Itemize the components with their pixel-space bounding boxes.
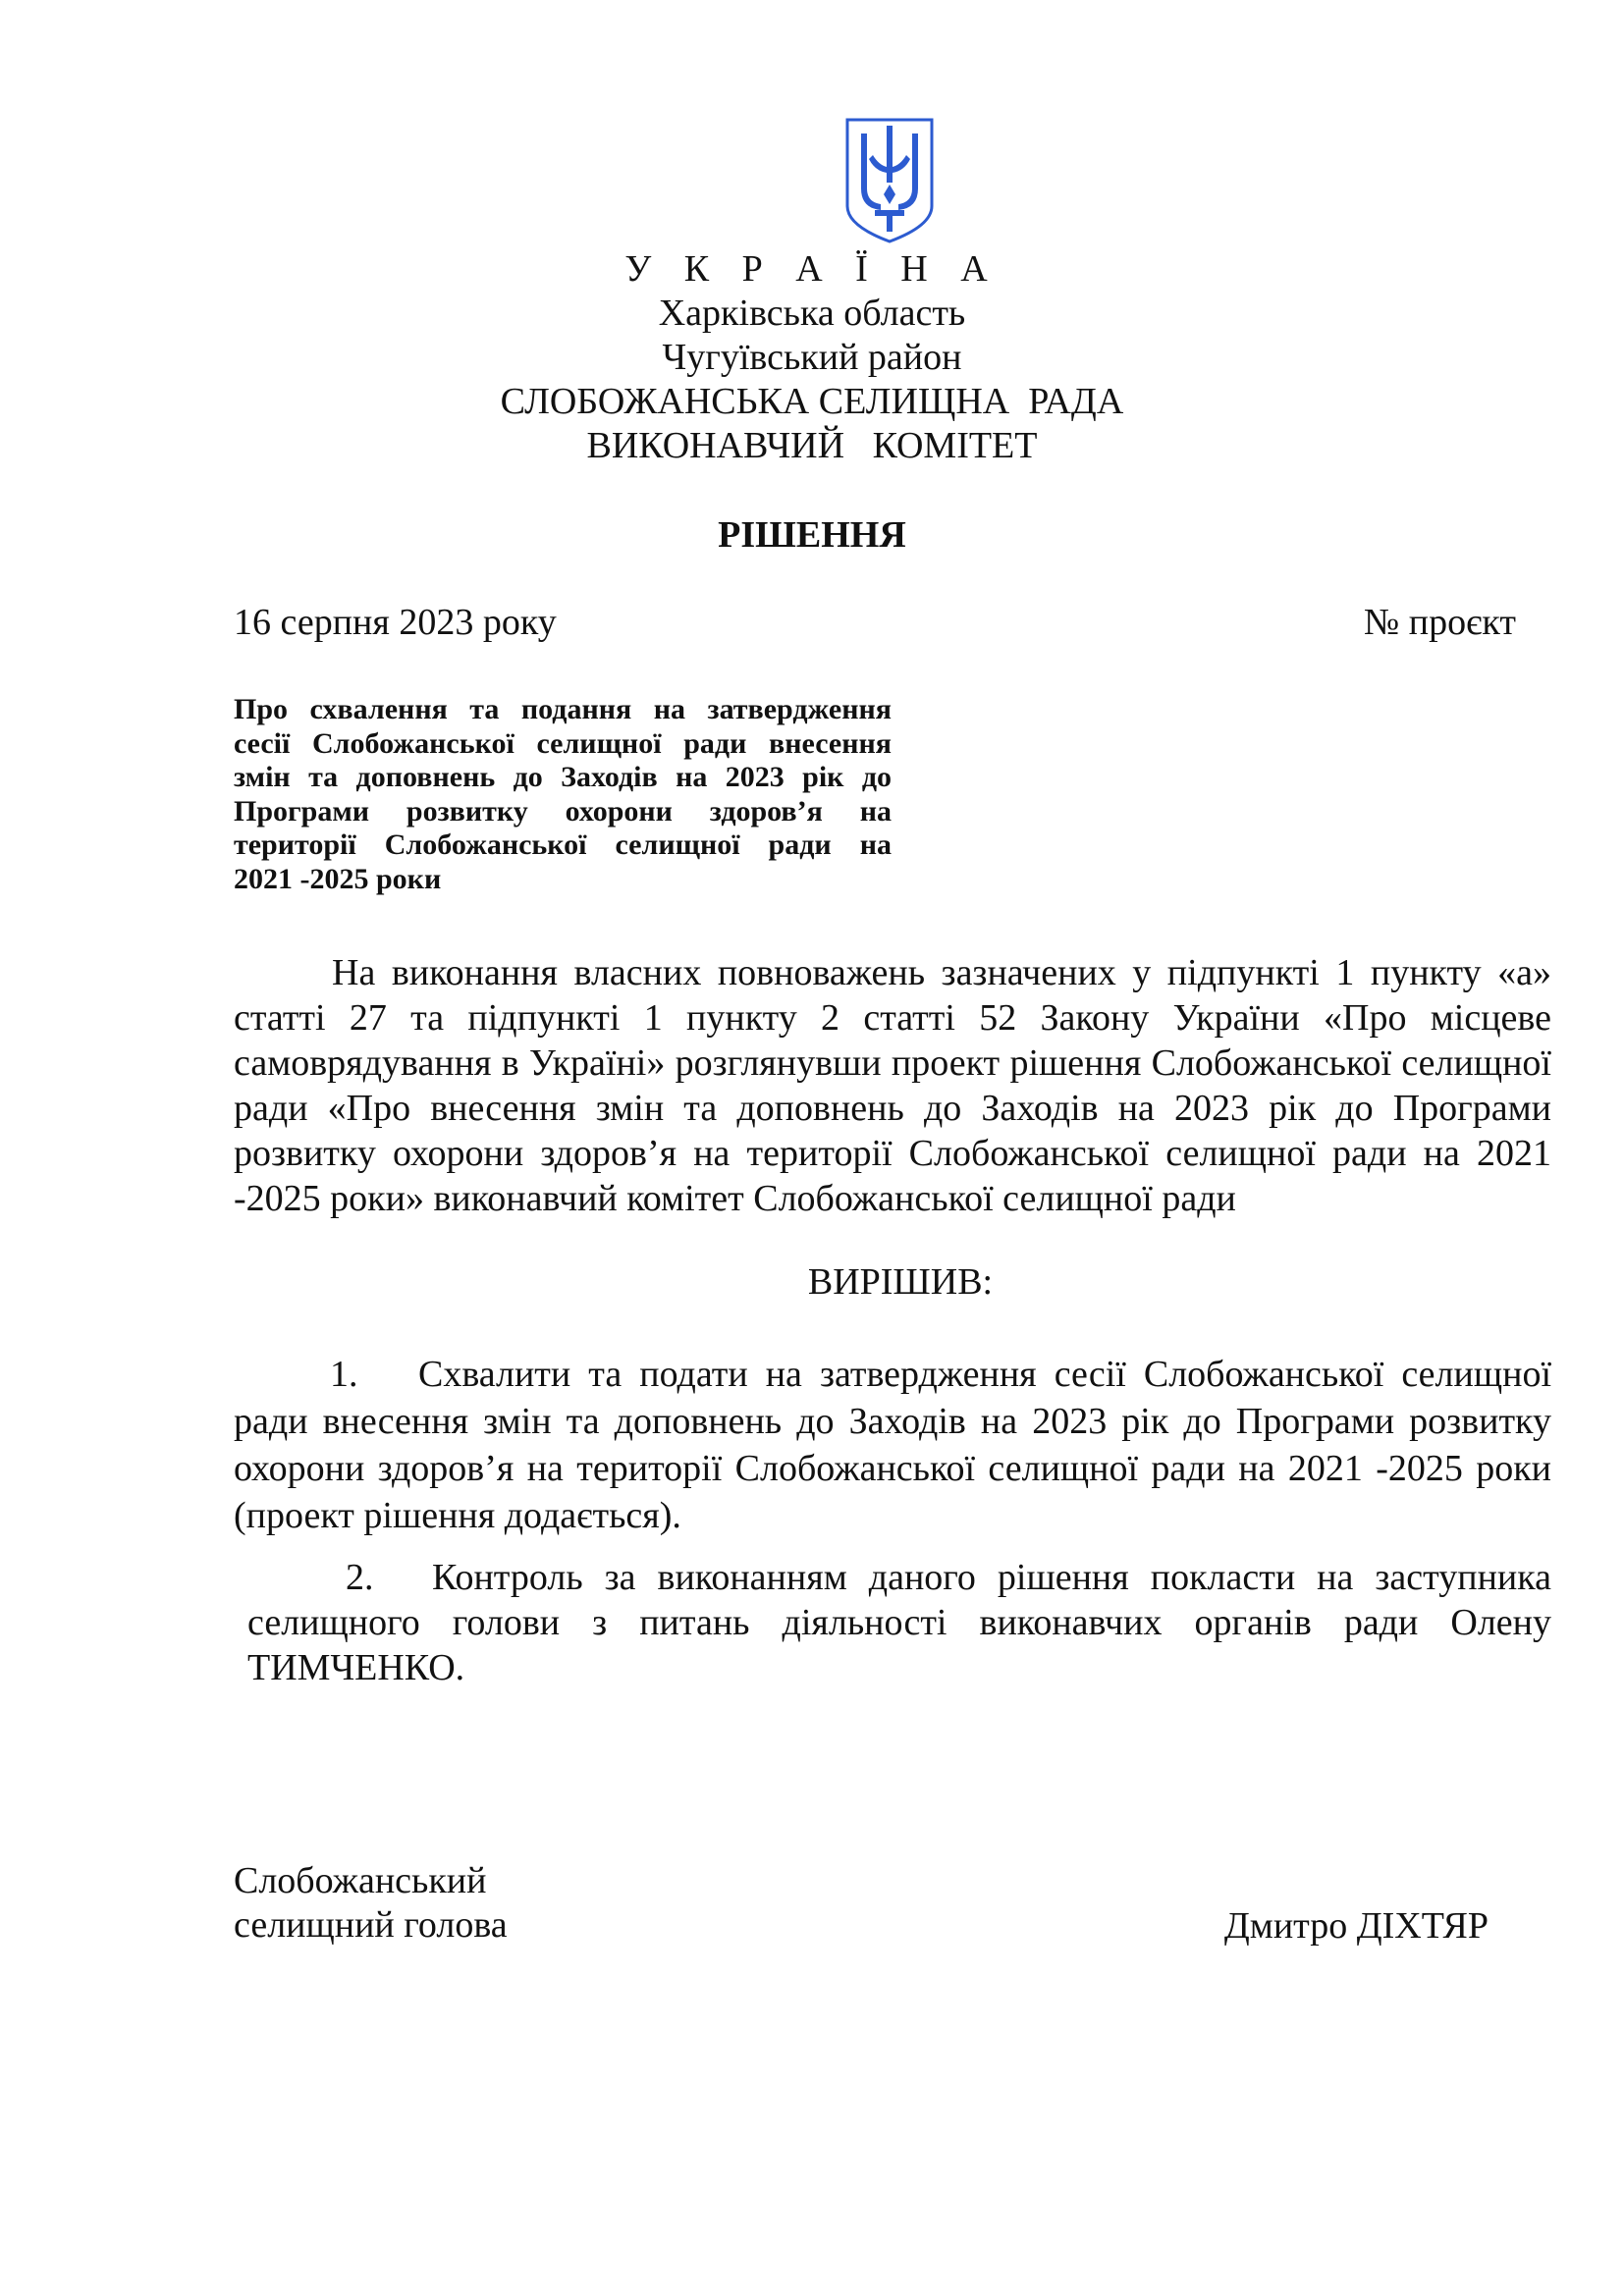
header-country: У К Р А Ї Н А bbox=[624, 248, 1000, 290]
signature-name: Дмитро ДІХТЯР bbox=[1223, 1905, 1489, 1947]
document-title: РІШЕННЯ bbox=[718, 514, 906, 556]
item-text: Схвалити та подати на затвердження сесії Слобожанської селищної ради внесення змін та доповнень до Заходів на 2023 рік до Програми розвитку охорони здоров’я на території Слобожанської селищної ради на 2021 -2025 роки (проект рішення додається). bbox=[234, 1354, 1551, 1536]
signature-role-line: селищний голова bbox=[234, 1904, 508, 1946]
signature-role bbox=[234, 1859, 508, 1948]
header-committee: ВИКОНАВЧИЙ КОМІТЕТ bbox=[586, 425, 1038, 466]
document-date: 16 серпня 2023 року bbox=[234, 602, 557, 643]
coat-of-arms-icon bbox=[843, 116, 936, 245]
header-council: СЛОБОЖАНСЬКА СЕЛИЩНА РАДА bbox=[500, 381, 1124, 422]
header-district: Чугуївський район bbox=[662, 337, 962, 378]
item-number: 2. bbox=[346, 1557, 374, 1598]
document-subject bbox=[234, 693, 892, 896]
document-number: № проєкт bbox=[1364, 602, 1516, 643]
resolved-heading: ВИРІШИВ: bbox=[807, 1261, 994, 1303]
resolution-item-2 bbox=[247, 1555, 1551, 1690]
subject-line: Програми розвитку охорони здоров’я на bbox=[234, 794, 892, 828]
signature-role-line: Слобожанський bbox=[234, 1860, 487, 1901]
preamble-paragraph: На виконання власних повноважень зазначених у підпункті 1 пункту «а» статті 27 та підпункті 1 пункту 2 статті 52 Закону України «Про місцеве самоврядування в Україні» розглянувши проект рішення Слобожанської селищної ради «Про внесення змін та доповнень до Заходів на 2023 рік до Програми розвитку охорони здоров’я на території Слобожанської селищної ради на 2021 -2025 роки» виконавчий комітет Слобожанської селищної ради bbox=[234, 952, 1551, 1219]
subject-line: сесії Слобожанської селищної ради внесення bbox=[234, 726, 892, 760]
header-region: Харківська область bbox=[658, 293, 966, 334]
subject-line: 2021 -2025 роки bbox=[234, 862, 442, 895]
resolution-item-1 bbox=[234, 1351, 1551, 1539]
item-number: 1. bbox=[330, 1354, 358, 1395]
subject-line: Про схвалення та подання на затвердження bbox=[234, 693, 892, 725]
subject-line: території Слобожанської селищної ради на bbox=[234, 828, 892, 861]
item-text: Контроль за виконанням даного рішення покласти на заступника селищного голови з питань діяльності виконавчих органів ради Олену ТИМЧЕНКО. bbox=[247, 1557, 1551, 1688]
subject-line: змін та доповнень до Заходів на 2023 рік до bbox=[234, 761, 892, 793]
